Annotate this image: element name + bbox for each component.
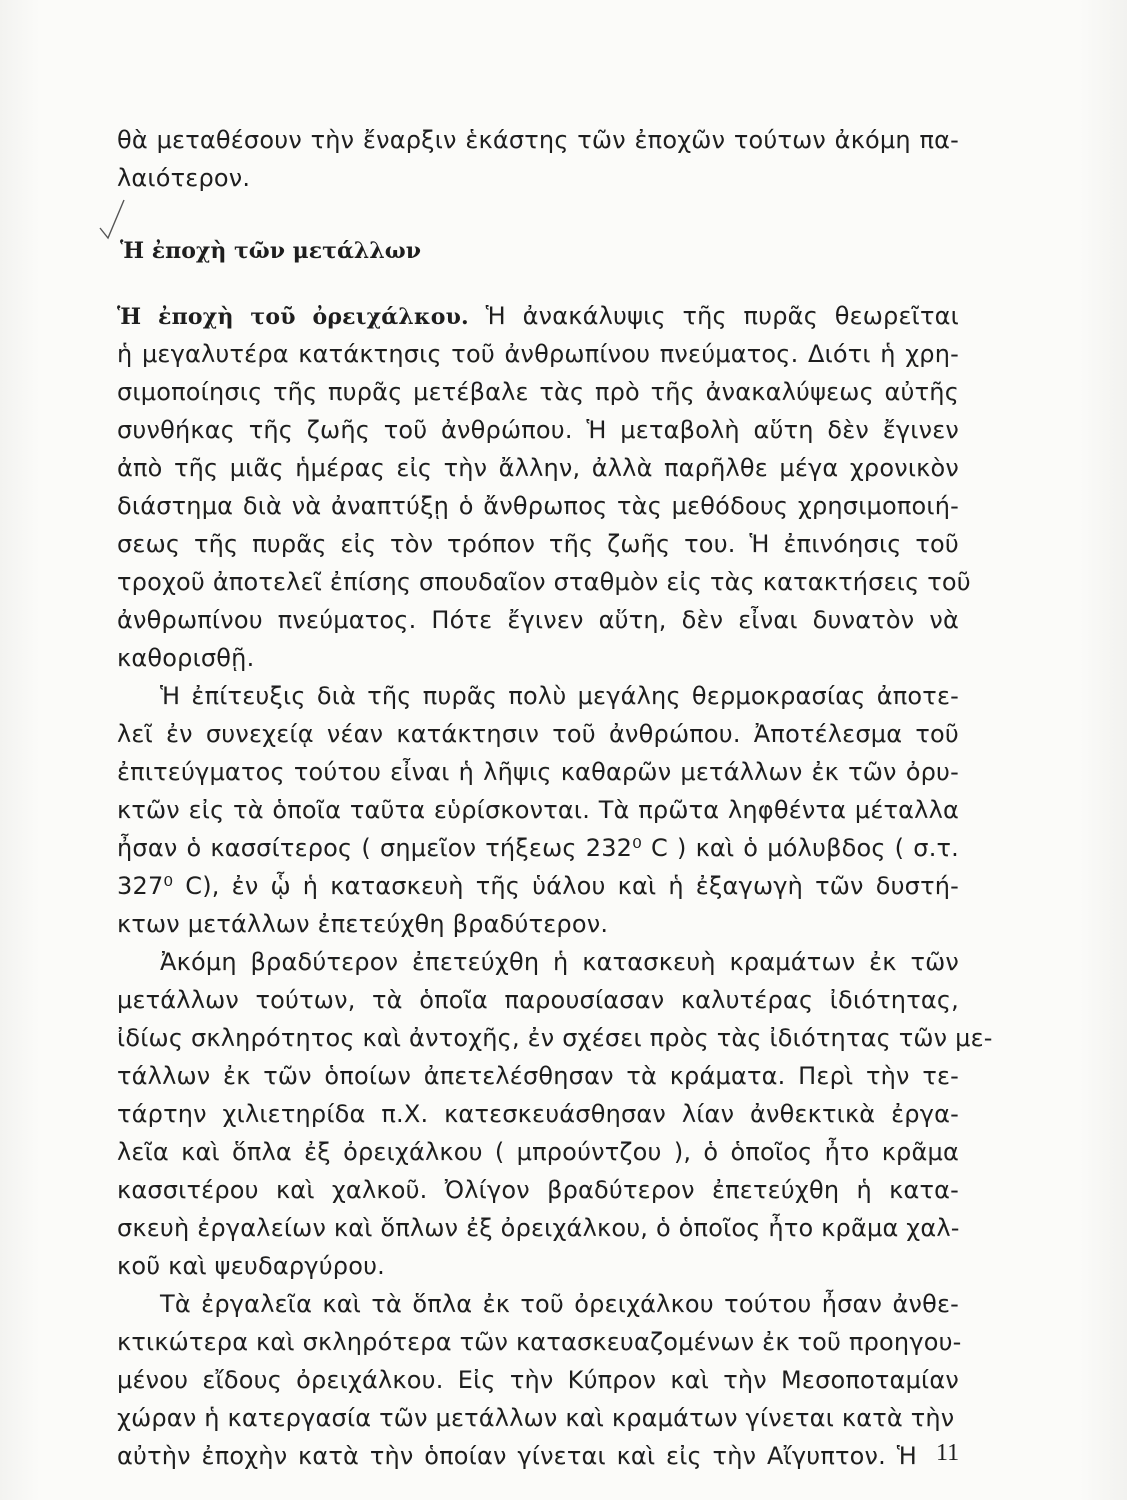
text-line: τάρτην χιλιετηρίδα π.Χ. κατεσκευάσθησαν λίαν ἀνθεκτικὰ ἐργα-: [117, 1100, 959, 1128]
text-line: κτων μετάλλων ἐπετεύχθη βραδύτερον.: [117, 910, 609, 938]
section-heading: Ἡ ἐποχὴ τῶν μετάλλων: [120, 238, 421, 264]
text-line: Ἀκόμη βραδύτερον ἐπετεύχθη ἡ κατασκευὴ κραμάτων ἐκ τῶν: [160, 948, 959, 976]
text-line: ἀπὸ τῆς μιᾶς ἡμέρας εἰς τὴν ἄλλην, ἀλλὰ παρῆλθε μέγα χρονικὸν: [117, 454, 959, 482]
text-line: σεως τῆς πυρᾶς εἰς τὸν τρόπον τῆς ζωῆς του. Ἡ ἐπινόησις τοῦ: [117, 530, 959, 558]
text-line: μετάλλων τούτων, τὰ ὁποῖα παρουσίασαν καλυτέρας ἰδιότητας,: [117, 986, 959, 1014]
text-line: Ἡ ἐπίτευξις διὰ τῆς πυρᾶς πολὺ μεγάλης θερμοκρασίας ἀποτε-: [160, 682, 959, 710]
text-line: θὰ μεταθέσουν τὴν ἔναρξιν ἑκάστης τῶν ἐποχῶν τούτων ἀκόμη πα-: [117, 126, 959, 154]
text-line: λεῖ ἐν συνεχείᾳ νέαν κατάκτησιν τοῦ ἀνθρώπου. Ἀποτέλεσμα τοῦ: [117, 720, 959, 748]
text-line: κοῦ καὶ ψευδαργύρου.: [117, 1252, 386, 1280]
text-line: ἡ μεγαλυτέρα κατάκτησις τοῦ ἀνθρωπίνου πνεύματος. Διότι ἡ χρη-: [117, 340, 959, 368]
text-line: κτῶν εἰς τὰ ὁποῖα ταῦτα εὑρίσκονται. Τὰ πρῶτα ληφθέντα μέταλλα: [117, 796, 959, 824]
text-line: τροχοῦ ἀποτελεῖ ἐπίσης σπουδαῖον σταθμὸν εἰς τὰς κατακτήσεις τοῦ: [117, 568, 971, 596]
text-line: Τὰ ἐργαλεῖα καὶ τὰ ὅπλα ἐκ τοῦ ὀρειχάλκου τούτου ἦσαν ἀνθε-: [160, 1290, 959, 1318]
text-line: κτικώτερα καὶ σκληρότερα τῶν κατασκευαζομένων ἐκ τοῦ προηγου-: [117, 1328, 962, 1356]
text-line: ἰδίως σκληρότητος καὶ ἀντοχῆς, ἐν σχέσει πρὸς τὰς ἰδιότητας τῶν με-: [117, 1024, 993, 1052]
text-line: αὐτὴν ἐποχὴν κατὰ τὴν ὁποίαν γίνεται καὶ εἰς τὴν Αἴγυπτον. Ἡ: [117, 1442, 917, 1470]
text-line: ἐπιτεύγματος τούτου εἶναι ἡ λῆψις καθαρῶν μετάλλων ἐκ τῶν ὀρυ-: [117, 758, 959, 786]
text-line: ἀνθρωπίνου πνεύματος. Πότε ἔγινεν αὕτη, δὲν εἶναι δυνατὸν νὰ: [117, 606, 959, 634]
text-line: τάλλων ἐκ τῶν ὁποίων ἀπετελέσθησαν τὰ κράματα. Περὶ τὴν τε-: [117, 1062, 959, 1090]
text-line: λαιότερον.: [117, 164, 251, 192]
text-line: καθορισθῇ.: [117, 644, 255, 672]
text-line: ἦσαν ὁ κασσίτερος ( σημεῖον τήξεως 232⁰ C ) καὶ ὁ μόλυβδος ( σ.τ.: [117, 834, 959, 862]
text-line: κασσιτέρου καὶ χαλκοῦ. Ὀλίγον βραδύτερον ἐπετεύχθη ἡ κατα-: [117, 1176, 959, 1204]
subsection-heading: Ἡ ἐποχὴ τοῦ ὀρειχάλκου.: [117, 304, 469, 330]
text-line: σκευὴ ἐργαλείων καὶ ὅπλων ἐξ ὀρειχάλκου, ὁ ὁποῖος ἦτο κρᾶμα χαλ-: [117, 1214, 960, 1242]
text-line: Ἡ ἐποχὴ τοῦ ὀρειχάλκου. Ἡ ἀνακάλυψις τῆς πυρᾶς θεωρεῖται: [117, 302, 959, 330]
text-line: χώραν ἡ κατεργασία τῶν μετάλλων καὶ κραμάτων γίνεται κατὰ τὴν: [117, 1404, 955, 1432]
page-number: 11: [936, 1440, 960, 1466]
text-line: σιμοποίησις τῆς πυρᾶς μετέβαλε τὰς πρὸ τῆς ἀνακαλύψεως αὐτῆς: [117, 378, 959, 406]
text-line: διάστημα διὰ νὰ ἀναπτύξῃ ὁ ἄνθρωπος τὰς μεθόδους χρησιμοποιή-: [117, 492, 959, 520]
text-line: λεῖα καὶ ὅπλα ἐξ ὀρειχάλκου ( μπρούντζου ), ὁ ὁποῖος ἦτο κρᾶμα: [117, 1138, 959, 1166]
text-line: συνθήκας τῆς ζωῆς τοῦ ἀνθρώπου. Ἡ μεταβολὴ αὕτη δὲν ἔγινεν: [117, 416, 959, 444]
text-line: μένου εἴδους ὀρειχάλκου. Εἰς τὴν Κύπρον καὶ τὴν Μεσοποταμίαν: [117, 1366, 959, 1394]
text-line: 327⁰ C), ἐν ᾧ ἡ κατασκευὴ τῆς ὑάλου καὶ ἡ ἐξαγωγὴ τῶν δυστή-: [117, 872, 959, 900]
